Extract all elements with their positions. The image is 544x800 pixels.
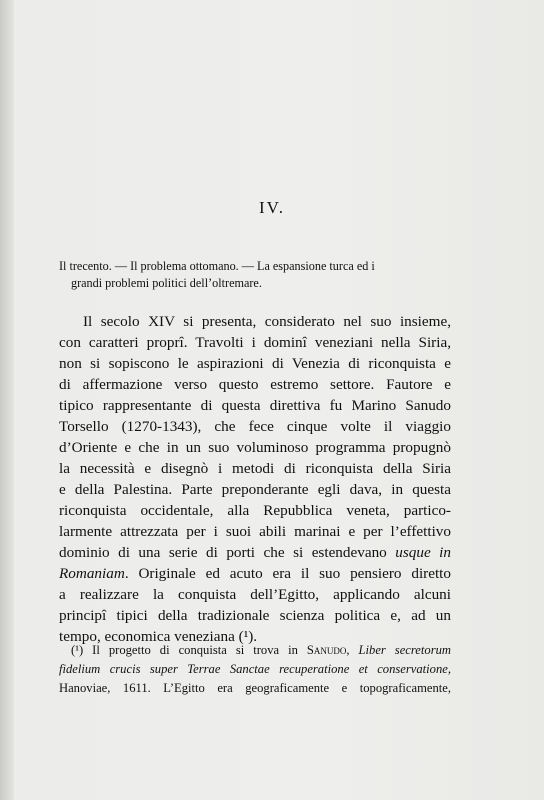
body-line: Il secolo XIV si presenta, considerato nel suo insieme,	[83, 313, 451, 330]
body-line: e della Palestina. Parte preponderante egli dava, in questa	[59, 481, 451, 498]
page-edge-shadow	[0, 0, 14, 800]
footnote-text-run: ,	[346, 643, 359, 657]
body-line: non si sopiscono le aspirazioni di Venezia di riconquista e	[59, 355, 451, 372]
latin-phrase: usque in	[395, 544, 451, 561]
body-line: riconquista occidentale, alla Repubblica veneta, partico-	[59, 502, 451, 519]
body-text-run: dominio di una serie di porti che si estendevano	[59, 544, 396, 561]
body-line: d’Oriente e che in un suo voluminoso programma propugnò	[59, 439, 451, 456]
author-name: Sanudo	[306, 643, 347, 657]
body-line: la necessità e disegnò i metodi di riconquista della Siria	[59, 460, 451, 477]
body-line: larmente attrezzata per i suoi abili marinai e per l’effettivo	[59, 523, 451, 540]
body-line: con caratteri proprî. Travolti i dominî veneziani nella Siria,	[59, 334, 451, 351]
footnote	[59, 641, 451, 698]
footnote-line	[59, 641, 451, 660]
body-line: tipico rappresentante di questa direttiva fu Marino Sanudo	[59, 397, 451, 414]
work-title: Liber secretorum	[358, 643, 451, 657]
body-paragraph	[59, 311, 451, 647]
body-line: a realizzare la conquista dell’Egitto, applicando alcuni	[59, 586, 451, 603]
footnote-line: fidelium crucis super Terrae Sanctae recuperatione et conservatione,	[59, 662, 451, 676]
body-line: di affermazione verso questo estremo settore. Fautore e	[59, 376, 451, 393]
body-line	[59, 563, 451, 584]
summary-line-2: grandi problemi politici dell’oltremare.	[71, 276, 262, 290]
footnote-line: Hanoviae, 1611. L’Egitto era geograficamente e topograficamente,	[59, 681, 451, 695]
summary-line-1: Il trecento. — Il problema ottomano. — La espansione turca ed i	[59, 259, 375, 273]
latin-phrase: Romaniam	[59, 565, 125, 582]
chapter-number: IV.	[259, 198, 285, 217]
body-line: tempo, economica veneziana (¹).	[59, 628, 258, 645]
body-text-run: . Originale ed acuto era il suo pensiero diretto	[124, 565, 451, 582]
footnote-text-run: (¹) Il progetto di conquista si trova in	[71, 643, 307, 657]
body-line: Torsello (1270-1343), che fece cinque volte il viaggio	[59, 418, 451, 435]
body-line: principî tipici della tradizionale scienza politica e, ad un	[59, 607, 451, 624]
chapter-summary	[59, 258, 449, 292]
body-line	[59, 542, 451, 563]
